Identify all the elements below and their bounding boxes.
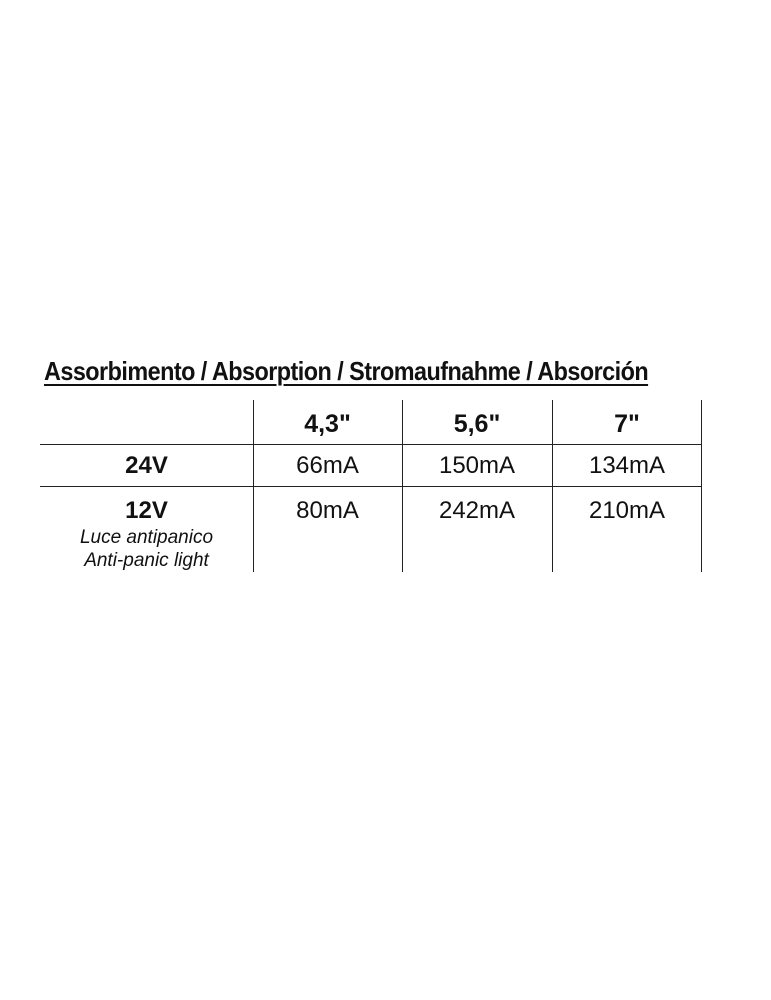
table-cell: 66mA [296,452,359,479]
table-cell: 150mA [438,452,516,479]
row-divider [40,444,702,445]
header-size-4-3: 4,3" [304,410,351,438]
page-title: Assorbimento / Absorption / Stromaufnahme / Absorción [44,356,649,386]
table-cell: 134mA [588,452,666,479]
header-size-5-6: 5,6" [453,410,501,438]
absorption-table [40,400,702,572]
row-note-english: Anti-panic light [84,550,209,571]
row-divider [40,486,702,487]
row-label-24v: 24V [125,452,168,479]
table-cell: 80mA [296,497,359,524]
table-cell: 242mA [438,497,516,524]
table-cell: 210mA [588,497,666,524]
row-note-italian: Luce antipanico [79,527,214,548]
row-label-12v: 12V [125,497,168,524]
header-size-7: 7" [614,410,640,438]
